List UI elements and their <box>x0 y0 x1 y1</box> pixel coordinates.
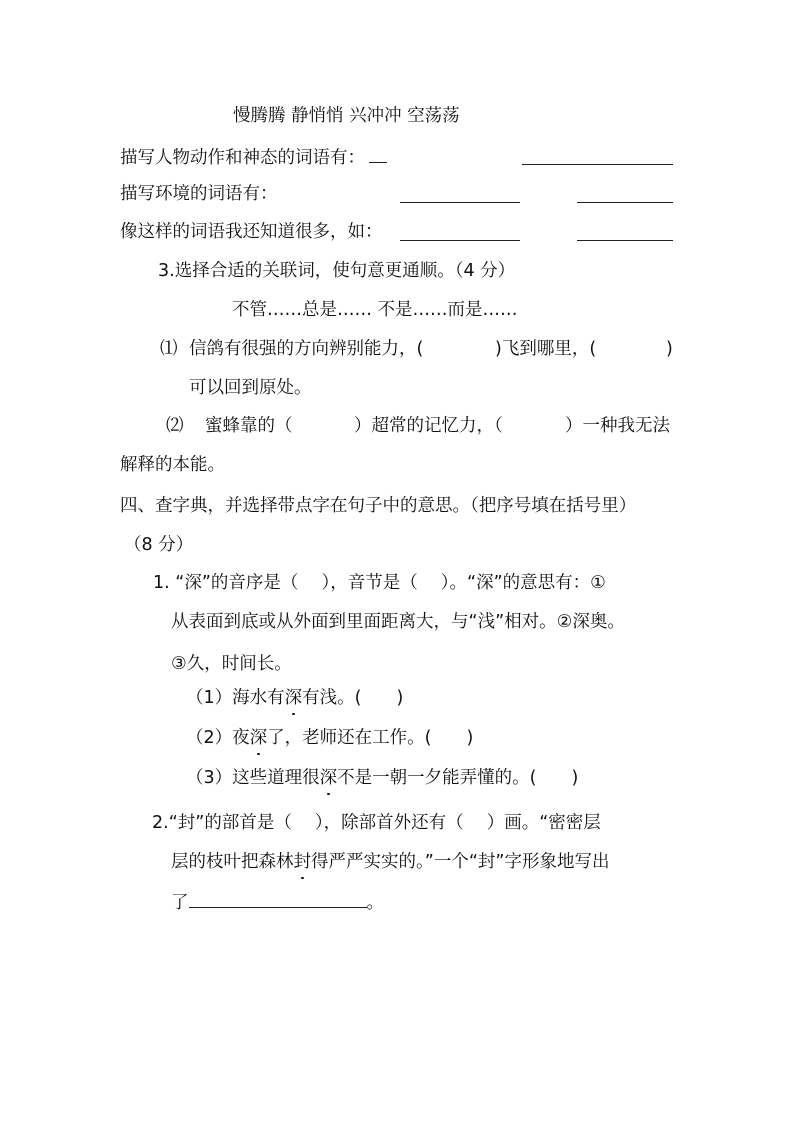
q3-item1-cont: 可以回到原处。 <box>189 378 312 398</box>
q4-1-line1: 1. “深”的音序是（ ），音节是（ ）。“深”的意思有：① <box>153 573 606 593</box>
q3-item2-part-c: ）一种我无法 <box>565 416 670 436</box>
sentence-text-pre: 夜 <box>232 728 250 748</box>
q4-1-sentence3 <box>186 766 578 790</box>
sentence-text-pre: 海水有 <box>232 688 285 708</box>
sentence-text-post: 不是一朝一夕能弄懂的。( ) <box>337 768 579 788</box>
sentence-text-post: 有浅。( ) <box>302 688 404 708</box>
answer-blank[interactable] <box>400 184 520 203</box>
sentence-number: （1） <box>186 688 233 708</box>
q3-title: 3.选择合适的关联词，使句意更通顺。（4 分） <box>158 261 516 281</box>
q3-item1-number: ⑴ <box>160 339 178 359</box>
section4-title: 四、查字典，并选择带点字在句子中的意思。（把序号填在括号里） <box>120 496 637 516</box>
dotted-character: 深 <box>284 688 303 708</box>
q3-item2-part-a: 蜜蜂靠的（ <box>205 416 293 436</box>
category-action-row <box>120 144 387 170</box>
q4-2-line2 <box>171 850 609 874</box>
dotted-character: 封 <box>293 852 311 872</box>
q4-1-line2: 从表面到底或从外面到里面距离大，与“浅”相对。②深奥。 <box>171 612 625 632</box>
answer-blank[interactable] <box>400 222 520 241</box>
q4-2-text-post: 得严严实实的。”一个“封”字形象地写出 <box>311 852 610 872</box>
q4-2-line3 <box>171 889 384 915</box>
answer-blank[interactable] <box>577 184 673 203</box>
q3-item2-number: ⑵ <box>166 416 184 436</box>
category-more-label: 像这样的词语我还知道很多，如： <box>120 222 383 242</box>
sentence-number: （2） <box>186 728 233 748</box>
word-bank: 慢腾腾 静悄悄 兴冲冲 空荡荡 <box>233 106 460 126</box>
answer-blank[interactable] <box>577 222 673 241</box>
sentence-text-pre: 这些道理很 <box>232 768 320 788</box>
section4-score: （8 分） <box>124 535 194 555</box>
answer-blank[interactable] <box>522 146 673 165</box>
q4-2-line3-post: 。 <box>366 893 384 913</box>
q4-2-line1: 2.“封”的部首是（ ），除部首外还有（ ）画。“密密层 <box>152 813 601 833</box>
q4-1-sentence1 <box>186 686 403 710</box>
sentence-number: （3） <box>186 768 233 788</box>
q3-item2-cont: 解释的本能。 <box>120 455 225 475</box>
q4-1-sentence2 <box>186 726 473 750</box>
q3-item1-part-a: 信鸽有很强的方向辨别能力，( <box>189 339 424 359</box>
answer-blank[interactable] <box>369 144 387 163</box>
q3-item1-part-b: )飞到哪里，( <box>495 339 597 359</box>
dotted-character: 深 <box>319 768 338 788</box>
dotted-character: 深 <box>249 728 268 748</box>
answer-blank[interactable] <box>189 889 367 908</box>
q3-item1-part-c: ) <box>666 339 673 359</box>
sentence-text-post: 了，老师还在工作。( ) <box>267 728 474 748</box>
q4-2-text-pre: 层的枝叶把森林 <box>171 852 294 872</box>
q3-options: 不管……总是…… 不是……而是…… <box>232 300 518 320</box>
q3-item2-part-b: ）超常的记忆力，（ <box>354 416 503 436</box>
category-env-label: 描写环境的词语有： <box>120 184 278 204</box>
category-action-label: 描写人物动作和神态的词语有： <box>120 148 365 168</box>
q4-1-line3: ③久，时间长。 <box>171 654 292 674</box>
q4-2-line3-pre: 了 <box>171 893 189 913</box>
